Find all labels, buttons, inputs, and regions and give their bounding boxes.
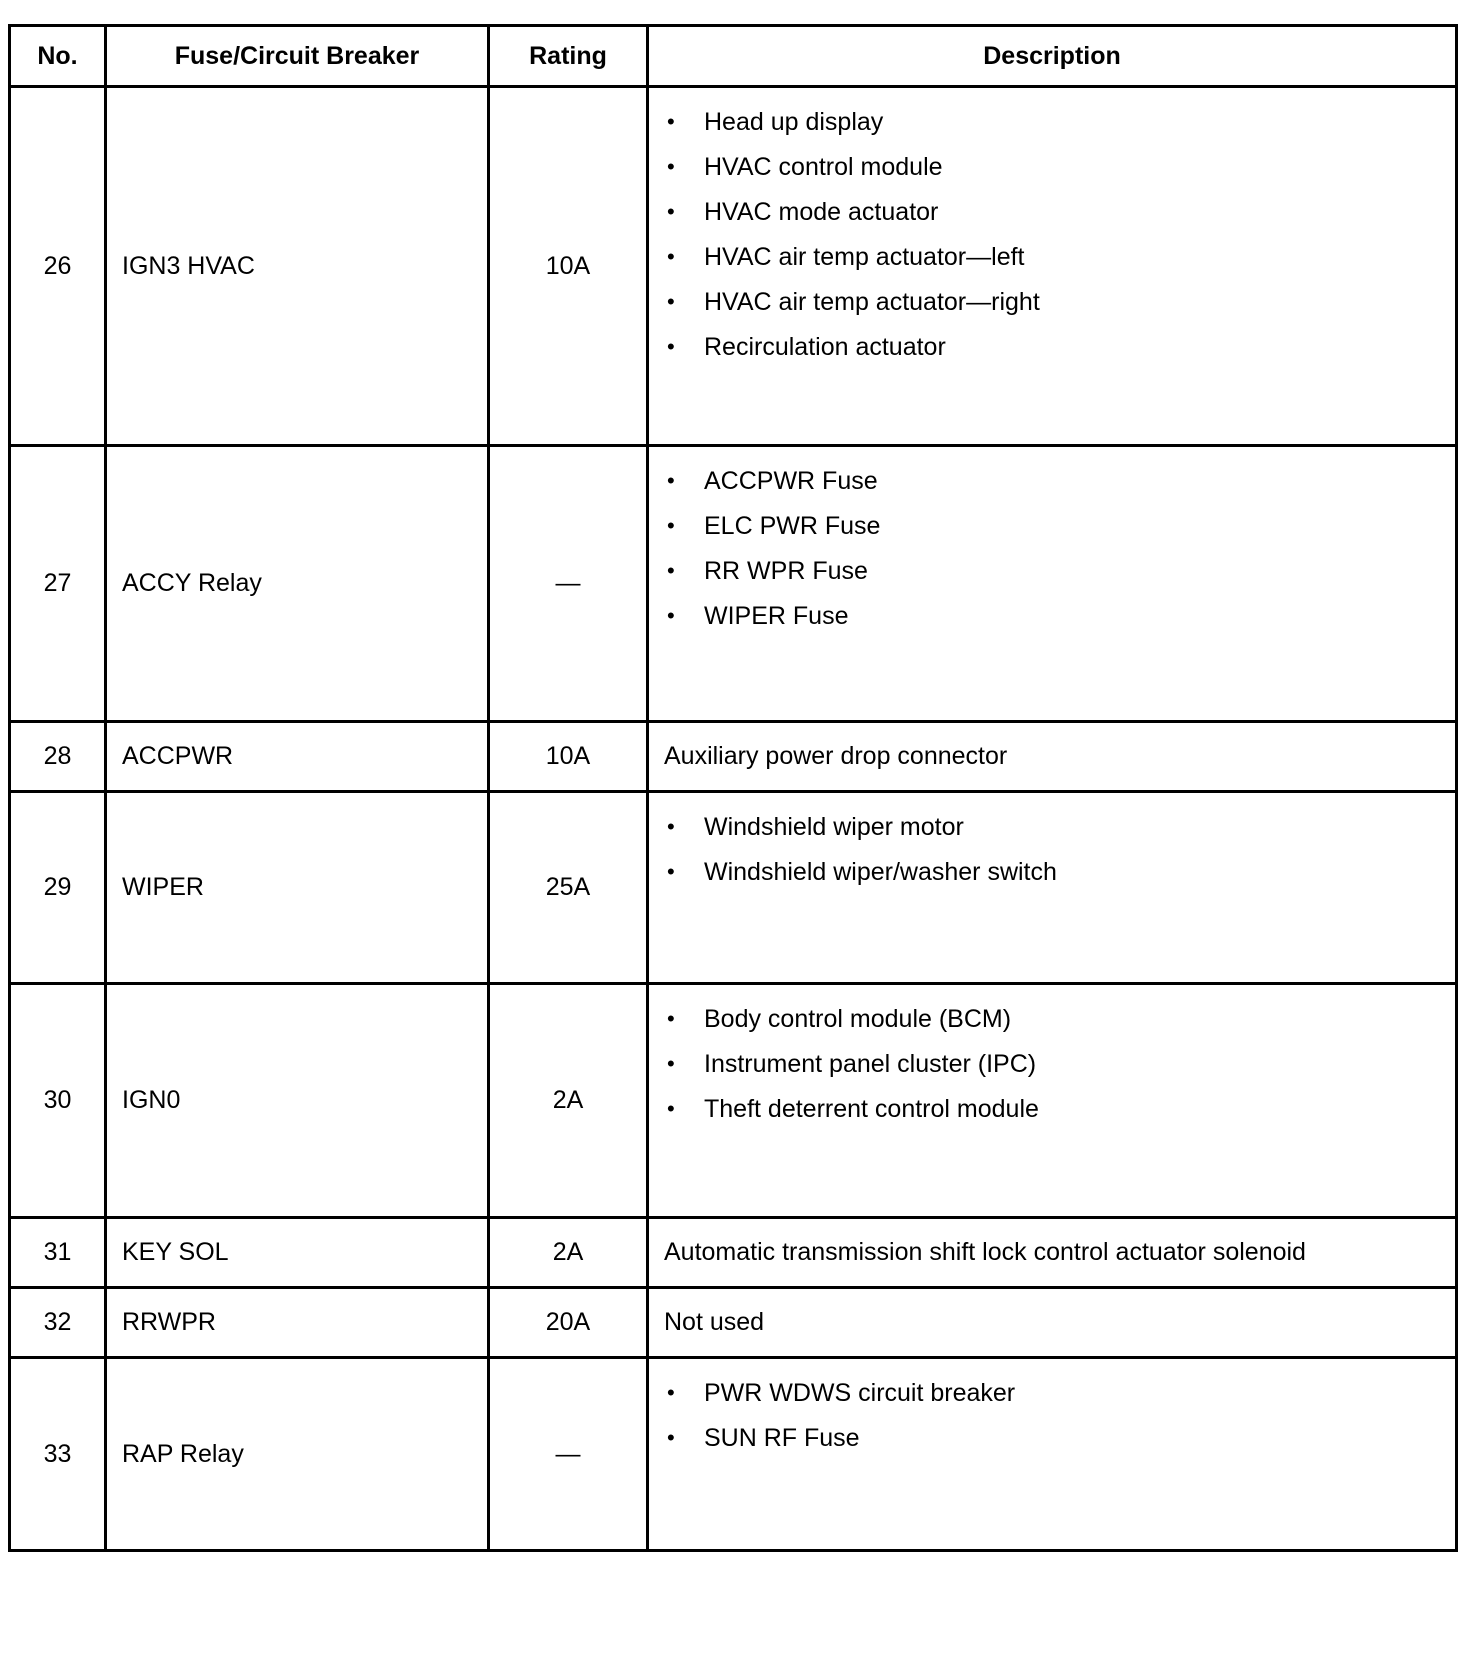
bullet-icon: • bbox=[667, 1096, 675, 1121]
description-list bbox=[664, 465, 1445, 645]
list-item-text: Theft deterrent control module bbox=[704, 1095, 1039, 1123]
cell-rating: 10A bbox=[489, 87, 648, 446]
bullet-icon: • bbox=[667, 558, 675, 583]
header-rating: Rating bbox=[489, 26, 648, 87]
table-header bbox=[10, 26, 1457, 87]
cell-no: 33 bbox=[10, 1358, 106, 1551]
cell-description bbox=[648, 446, 1457, 722]
cell-description bbox=[648, 984, 1457, 1218]
bullet-icon: • bbox=[667, 109, 675, 134]
list-item bbox=[664, 510, 1445, 555]
table-row bbox=[10, 446, 1457, 722]
cell-no: 31 bbox=[10, 1218, 106, 1288]
list-item-text: Head up display bbox=[704, 108, 884, 136]
cell-no: 30 bbox=[10, 984, 106, 1218]
list-item-text: PWR WDWS circuit breaker bbox=[704, 1379, 1016, 1407]
list-item bbox=[664, 600, 1445, 645]
bullet-icon: • bbox=[667, 1425, 675, 1450]
list-item-text: Windshield wiper motor bbox=[704, 813, 964, 841]
bullet-icon: • bbox=[667, 814, 675, 839]
description-text: Auxiliary power drop connector bbox=[664, 742, 1008, 770]
bullet-icon: • bbox=[667, 244, 675, 269]
cell-fuse: IGN3 HVAC bbox=[106, 87, 489, 446]
bullet-icon: • bbox=[667, 289, 675, 314]
list-item bbox=[664, 1093, 1445, 1138]
bullet-icon: • bbox=[667, 859, 675, 884]
cell-fuse: RRWPR bbox=[106, 1288, 489, 1358]
cell-description bbox=[648, 722, 1457, 792]
bullet-icon: • bbox=[667, 468, 675, 493]
list-item bbox=[664, 1003, 1445, 1048]
list-item-text: ELC PWR Fuse bbox=[704, 512, 881, 540]
cell-fuse: IGN0 bbox=[106, 984, 489, 1218]
cell-description bbox=[648, 792, 1457, 984]
list-item-text: ACCPWR Fuse bbox=[704, 467, 878, 495]
list-item-text: HVAC mode actuator bbox=[704, 198, 939, 226]
cell-rating: 2A bbox=[489, 984, 648, 1218]
list-item bbox=[664, 241, 1445, 286]
cell-rating: 25A bbox=[489, 792, 648, 984]
bullet-icon: • bbox=[667, 334, 675, 359]
list-item bbox=[664, 106, 1445, 151]
cell-no: 26 bbox=[10, 87, 106, 446]
list-item bbox=[664, 555, 1445, 600]
table-row bbox=[10, 722, 1457, 792]
list-item-text: Recirculation actuator bbox=[704, 333, 946, 361]
bullet-icon: • bbox=[667, 513, 675, 538]
description-list bbox=[664, 1003, 1445, 1138]
cell-description bbox=[648, 1288, 1457, 1358]
list-item-text: SUN RF Fuse bbox=[704, 1424, 860, 1452]
cell-rating: — bbox=[489, 446, 648, 722]
list-item-text: WIPER Fuse bbox=[704, 602, 849, 630]
cell-fuse: ACCPWR bbox=[106, 722, 489, 792]
bullet-icon: • bbox=[667, 1006, 675, 1031]
header-description: Description bbox=[648, 26, 1457, 87]
cell-rating: 10A bbox=[489, 722, 648, 792]
header-row bbox=[10, 26, 1457, 87]
cell-description bbox=[648, 1218, 1457, 1288]
bullet-icon: • bbox=[667, 603, 675, 628]
table-row bbox=[10, 984, 1457, 1218]
header-fuse: Fuse/Circuit Breaker bbox=[106, 26, 489, 87]
list-item-text: HVAC air temp actuator—right bbox=[704, 288, 1040, 316]
cell-no: 29 bbox=[10, 792, 106, 984]
list-item bbox=[664, 465, 1445, 510]
list-item bbox=[664, 196, 1445, 241]
description-list bbox=[664, 811, 1445, 901]
cell-rating: 2A bbox=[489, 1218, 648, 1288]
bullet-icon: • bbox=[667, 1051, 675, 1076]
list-item bbox=[664, 331, 1445, 376]
list-item-text: HVAC air temp actuator—left bbox=[704, 243, 1025, 271]
cell-no: 28 bbox=[10, 722, 106, 792]
table-row bbox=[10, 87, 1457, 446]
cell-rating: — bbox=[489, 1358, 648, 1551]
list-item-text: Body control module (BCM) bbox=[704, 1005, 1012, 1033]
table-row bbox=[10, 792, 1457, 984]
cell-fuse: ACCY Relay bbox=[106, 446, 489, 722]
cell-no: 27 bbox=[10, 446, 106, 722]
bullet-icon: • bbox=[667, 199, 675, 224]
list-item bbox=[664, 811, 1445, 856]
table-row bbox=[10, 1288, 1457, 1358]
list-item bbox=[664, 1422, 1445, 1467]
list-item bbox=[664, 151, 1445, 196]
fuse-table bbox=[8, 24, 1458, 1552]
bullet-icon: • bbox=[667, 1380, 675, 1405]
table-row bbox=[10, 1358, 1457, 1551]
cell-description bbox=[648, 87, 1457, 446]
list-item bbox=[664, 286, 1445, 331]
list-item-text: Instrument panel cluster (IPC) bbox=[704, 1050, 1037, 1078]
list-item-text: Windshield wiper/washer switch bbox=[704, 858, 1057, 886]
list-item bbox=[664, 1377, 1445, 1422]
bullet-icon: • bbox=[667, 154, 675, 179]
header-no: No. bbox=[10, 26, 106, 87]
list-item bbox=[664, 1048, 1445, 1093]
list-item bbox=[664, 856, 1445, 901]
table-row bbox=[10, 1218, 1457, 1288]
cell-fuse: RAP Relay bbox=[106, 1358, 489, 1551]
description-text: Automatic transmission shift lock control actuator solenoid bbox=[664, 1238, 1306, 1266]
description-list bbox=[664, 1377, 1445, 1467]
list-item-text: RR WPR Fuse bbox=[704, 557, 868, 585]
cell-description bbox=[648, 1358, 1457, 1551]
cell-rating: 20A bbox=[489, 1288, 648, 1358]
list-item-text: HVAC control module bbox=[704, 153, 943, 181]
cell-fuse: WIPER bbox=[106, 792, 489, 984]
table-body bbox=[10, 87, 1457, 1551]
description-list bbox=[664, 106, 1445, 376]
cell-fuse: KEY SOL bbox=[106, 1218, 489, 1288]
cell-no: 32 bbox=[10, 1288, 106, 1358]
description-text: Not used bbox=[664, 1308, 765, 1336]
